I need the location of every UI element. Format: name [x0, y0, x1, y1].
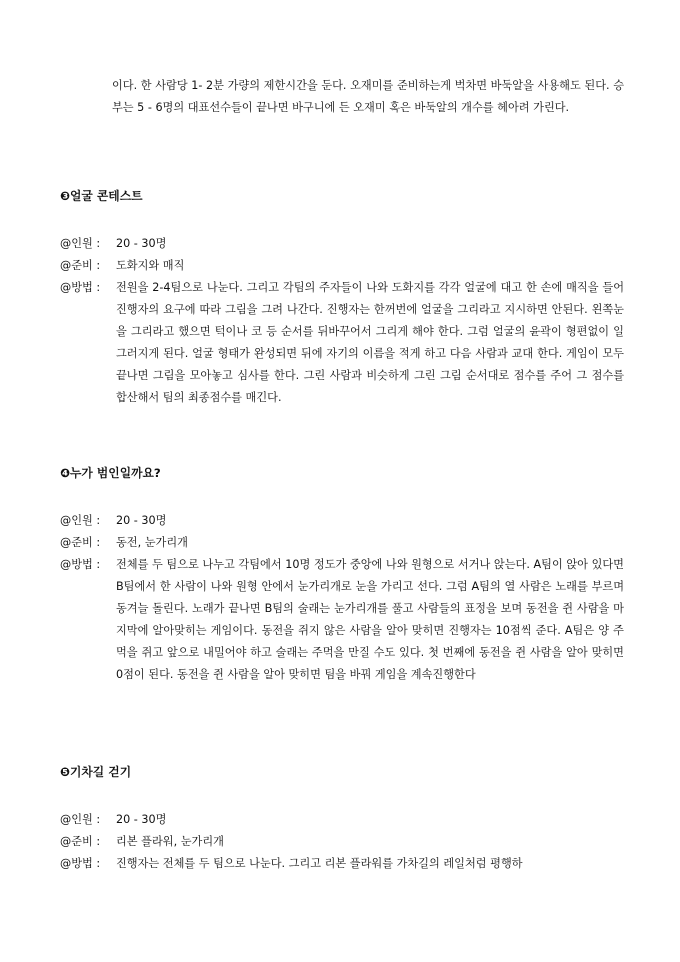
prep-label: @준비 :	[60, 536, 101, 549]
method-value: 전체를 두 팀으로 나누고 각팀에서 10명 정도가 중앙에 나와 원형으로 서거나 앉는다. A팀이 앉아 있다면 B팀에서 한 사람이 나와 원형 안에서 눈가리개로 눈을 가리고 선다. 그럼 A팀의 열 사람은 노래를 부르며 동겨늘 돌린다. 노래가 끝나면 B팀의 술래는 눈가리개를 풀고 사람들의 표정을 보며 동전을 쥔 사람을 마지막에 알아맞히는 게임이다. 동전을 쥐지 않은 사람을 알아 맞히면 진행자는 10점씩 준다. A팀은 양 주먹을 쥐고 앞으로 내밀어야 하고 술래는 주먹을 만질 수도 있다. 첫 번째에 동전을 쥔 사람을 알아 맞히면 0점이 된다. 동전을 쥔 사람을 알아 맞히면 팀을 바꿔 게임을 계속진행한다	[116, 558, 624, 681]
prep-label: @준비 :	[60, 835, 101, 848]
section-title-face-contest	[60, 187, 142, 205]
section-title-who-is-culprit	[60, 464, 161, 482]
method-value: 진행자는 전체를 두 팀으로 나눈다. 그리고 리본 플라워를 가차길의 레일처럼 평행하	[116, 857, 523, 870]
people-value: 20 - 30명	[116, 514, 167, 527]
method-row	[60, 554, 624, 686]
method-value: 전원을 2-4팀으로 나눈다. 그리고 각팀의 주자들이 나와 도화지를 각각 얼굴에 대고 한 손에 매직을 들어 진행자의 요구에 따라 그림을 그려 나간다. 진행자는 한꺼번에 얼굴을 그리라고 지시하면 안된다. 왼쪽눈을 그리라고 했으면 턱이나 코 등 순서를 뒤바꾸어서 그리게 해야 한다. 그럼 얼굴의 윤곽이 형편없이 일그러지게 된다. 얼굴 형태가 완성되면 뒤에 자기의 이름을 적게 하고 다음 사람과 교대 한다. 게임이 모두 끝나면 그림을 모아놓고 심사를 한다. 그린 사람과 비슷하게 그린 그림 순서대로 점수를 주어 그 점수를 합산해서 팀의 최종점수를 매긴다.	[116, 281, 624, 404]
section-title-railroad-walk	[60, 763, 131, 781]
method-label: @방법 :	[60, 281, 101, 294]
prep-row	[60, 532, 624, 554]
method-label: @방법 :	[60, 857, 101, 870]
section-bullet: ❸	[60, 189, 70, 203]
continuation-paragraph: 이다. 한 사람당 1- 2분 가량의 제한시간을 둔다. 오재미를 준비하는게 벅차면 바둑알을 사용해도 된다. 승부는 5 - 6명의 대표선수들이 끝나면 바구니에 든 오재미 혹은 바둑알의 개수를 헤아려 가린다.	[112, 79, 624, 114]
people-row	[60, 510, 624, 532]
method-row	[60, 277, 624, 409]
prep-row	[60, 255, 624, 277]
method-label: @방법 :	[60, 558, 101, 571]
people-row	[60, 233, 624, 255]
section-bullet: ❺	[60, 765, 70, 779]
prep-value: 도화지와 매직	[116, 259, 185, 272]
prep-row	[60, 831, 624, 853]
section-bullet: ❹	[60, 466, 70, 480]
people-row	[60, 809, 624, 831]
people-value: 20 - 30명	[116, 237, 167, 250]
people-label: @인원 :	[60, 237, 101, 250]
method-row	[60, 853, 624, 875]
prep-value: 동전, 눈가리개	[116, 536, 188, 549]
prep-value: 리본 플라워, 눈가리개	[116, 835, 224, 848]
people-label: @인원 :	[60, 813, 101, 826]
section-title-text: 기차길 걷기	[70, 765, 132, 779]
people-value: 20 - 30명	[116, 813, 167, 826]
prep-label: @준비 :	[60, 259, 101, 272]
section-title-text: 누가 범인일까요?	[70, 466, 161, 480]
people-label: @인원 :	[60, 514, 101, 527]
section-title-text: 얼굴 콘테스트	[70, 189, 143, 203]
